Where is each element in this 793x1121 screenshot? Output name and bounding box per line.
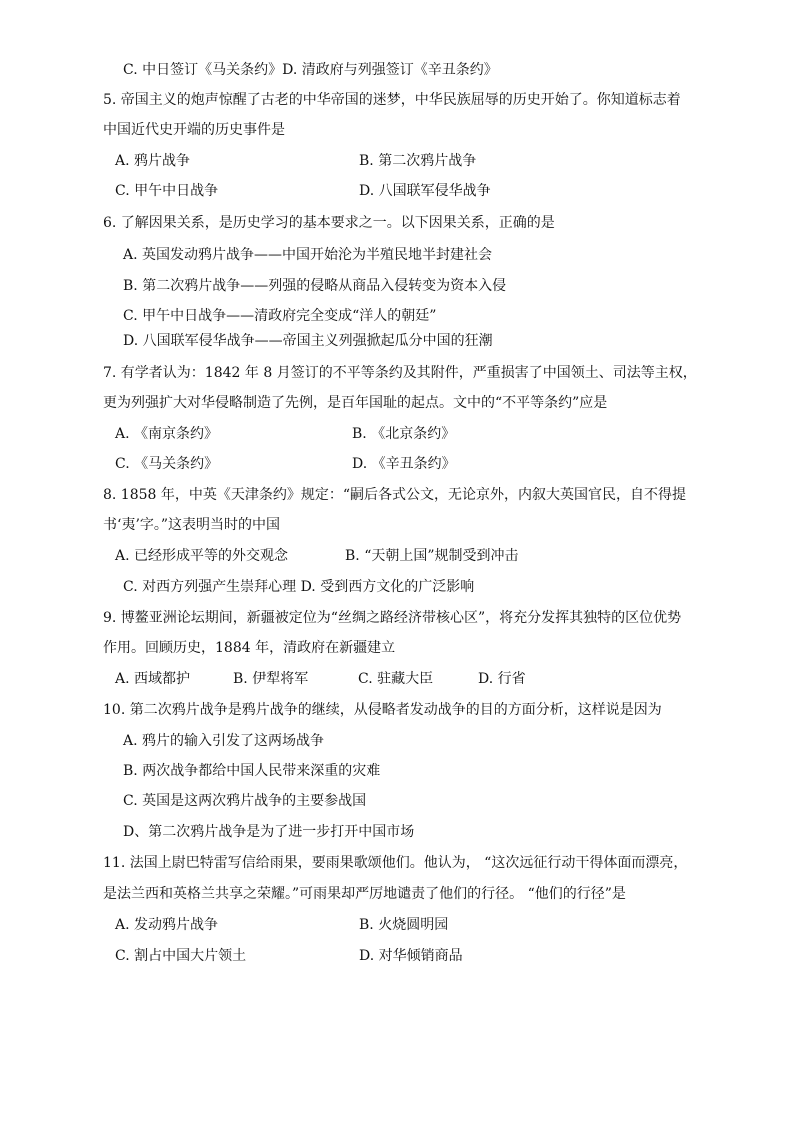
- q9-stem-line1: 9. 博鳌亚洲论坛期间，新疆被定位为“丝绸之路经济带核心区”，将充分发挥其独特的区位优势: [103, 610, 682, 626]
- q7-option-d: D. 《辛丑条约》: [352, 456, 456, 472]
- q8-stem-line2: 书‘夷’字。”这表明当时的中国: [103, 517, 281, 533]
- q10-option-b: B. 两次战争都给中国人民带来深重的灾难: [123, 763, 381, 779]
- q11-option-b: B. 火烧圆明园: [359, 917, 449, 933]
- q9-stem-line2: 作用。回顾历史，1884 年，清政府在新疆建立: [103, 640, 396, 656]
- q7-option-c: C. 《马关条约》: [115, 456, 219, 472]
- q6-option-a: A. 英国发动鸦片战争——中国开始沦为半殖民地半封建社会: [123, 247, 493, 263]
- q10-option-d: D、第二次鸦片战争是为了进一步打开中国市场: [123, 824, 415, 840]
- q11-option-d: D. 对华倾销商品: [359, 948, 463, 964]
- q6-stem: 6. 了解因果关系，是历史学习的基本要求之一。以下因果关系，正确的是: [103, 215, 555, 231]
- q8-option-b: B. “天朝上国”规制受到冲击: [345, 548, 519, 564]
- q7-option-b: B. 《北京条约》: [352, 426, 456, 442]
- q6-option-b: B. 第二次鸦片战争——列强的侵略从商品入侵转变为资本入侵: [123, 278, 507, 294]
- q8-stem-line1: 8. 1858 年，中英《天津条约》规定：“嗣后各式公文，无论京外，内叙大英国官民，自不得提: [103, 487, 687, 503]
- q5-option-d: D. 八国联军侵华战争: [359, 183, 491, 199]
- q6-option-d: D. 八国联军侵华战争——帝国主义列强掀起瓜分中国的狂潮: [123, 333, 493, 349]
- q9-option-b: B. 伊犁将军: [233, 671, 309, 687]
- q8-option-c-d: C. 对西方列强产生崇拜心理 D. 受到西方文化的广泛影响: [123, 579, 475, 595]
- q11-stem-line1: 11. 法国上尉巴特雷写信给雨果，要雨果歌颂他们。他认为， “这次远征行动干得体面而漂亮，: [103, 855, 688, 871]
- q5-option-c: C. 甲午中日战争: [115, 183, 219, 199]
- q8-option-a: A. 已经形成平等的外交观念: [115, 548, 289, 564]
- q9-option-a: A. 西域都护: [115, 671, 191, 687]
- q10-option-c: C. 英国是这两次鸦片战争的主要参战国: [123, 793, 367, 809]
- q5-stem-line2: 中国近代史开端的历史事件是: [103, 122, 285, 138]
- q10-option-a: A. 鸦片的输入引发了这两场战争: [123, 733, 325, 749]
- q11-stem-line2: 是法兰西和英格兰共享之荣耀。”可雨果却严厉地谴责了他们的行径。 “他们的行径”是: [103, 886, 626, 902]
- q5-option-a: A. 鸦片战争: [115, 153, 191, 169]
- q5-stem-line1: 5. 帝国主义的炮声惊醒了古老的中华帝国的迷梦，中华民族屈辱的历史开始了。你知道标志着: [103, 92, 681, 108]
- q11-option-a: A. 发动鸦片战争: [115, 917, 219, 933]
- q7-option-a: A. 《南京条约》: [115, 426, 219, 442]
- q4-option-c-d: C. 中日签订《马关条约》D. 清政府与列强签订《辛丑条约》: [123, 62, 498, 78]
- q6-option-c: C. 甲午中日战争——清政府完全变成“洋人的朝廷”: [123, 308, 437, 324]
- q7-stem-line2: 更为列强扩大对华侵略制造了先例，是百年国耻的起点。文中的“不平等条约”应是: [103, 395, 608, 411]
- q5-option-b: B. 第二次鸦片战争: [359, 153, 477, 169]
- q10-stem: 10. 第二次鸦片战争是鸦片战争的继续，从侵略者发动战争的目的方面分析，这样说是因为: [103, 702, 662, 718]
- q11-option-c: C. 割占中国大片领土: [115, 948, 247, 964]
- q9-option-c: C. 驻藏大臣: [358, 671, 434, 687]
- q7-stem-line1: 7. 有学者认为：1842 年 8 月签订的不平等条约及其附件，严重损害了中国领土、司法等主权，: [103, 365, 697, 381]
- q9-option-d: D. 行省: [478, 671, 526, 687]
